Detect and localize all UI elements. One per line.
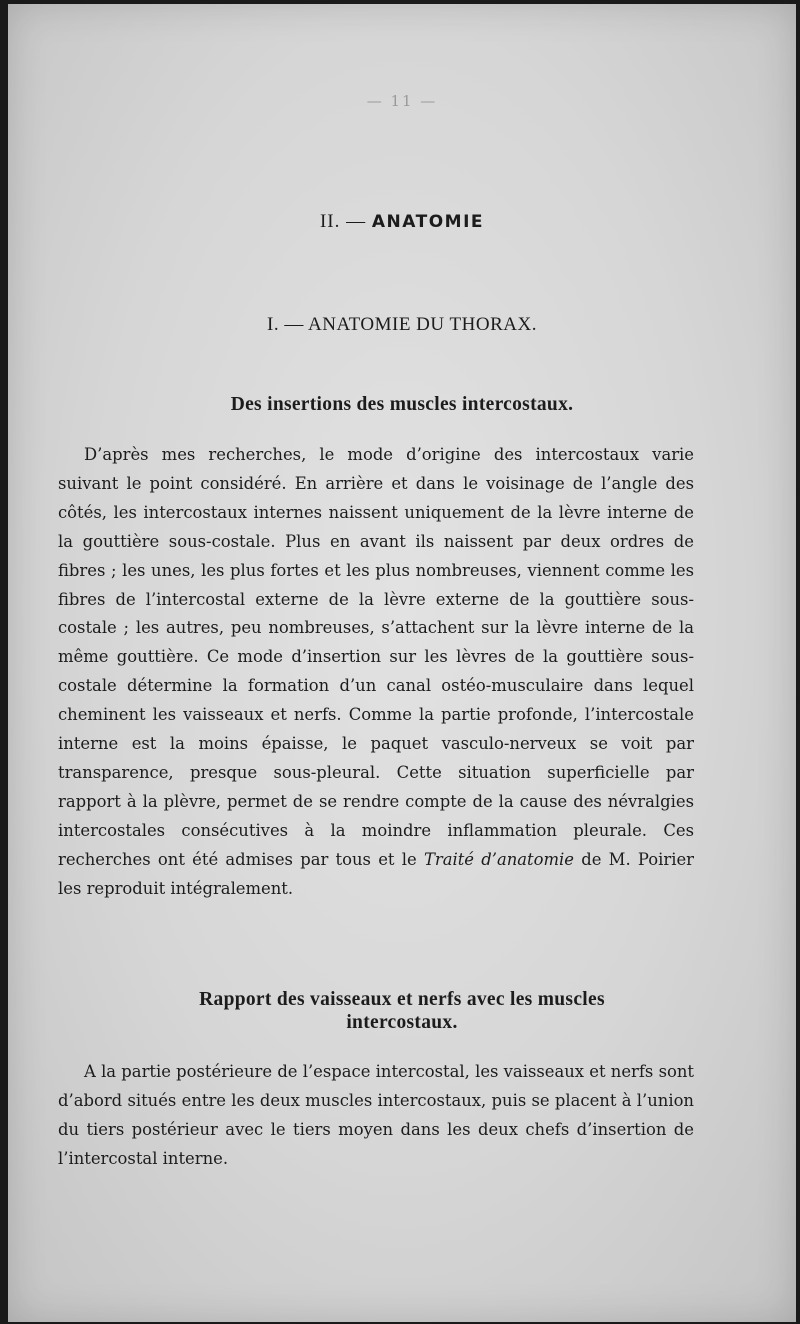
- paragraph-insertions: [58, 441, 694, 904]
- page-number: — 11 —: [366, 92, 438, 110]
- section-title-rapport-line2: intercostaux.: [346, 1012, 458, 1033]
- section-title-rapport-line1: Rapport des vaisseaux et nerfs avec les muscles: [199, 989, 605, 1010]
- book-page: [8, 4, 796, 1322]
- paragraph-insertions-tail: de M. Poirier les reproduit intégralement.: [58, 849, 695, 898]
- paragraph-insertions-text: D’après mes recherches, le mode d’origine des intercostaux varie suivant le point considéré. En arrière et dans le voisinage de l’angle des côtés, les intercostaux internes naissent uniquement de la lèvre interne de la gouttière sous-costale. Plus en avant ils naissent par deux ordres de fibres ; les unes, les plus fortes et les plus nombreuses, viennent comme les fibres de l’intercostal externe de la lèvre externe de la gouttière sous-costale ; les autres, peu nombreuses, s’attachent sur la lèvre interne de la même gouttière. Ce mode d’insertion sur les lèvres de la gouttière sous-costale détermine la formation d’un canal ostéo-musculaire dans lequel cheminent les vaisseaux et nerfs. Comme la partie profonde, l’intercostale interne est la moins épaisse, le paquet vasculo-nerveux se voit par transparence, presque sous-pleural. Cette situation superficielle par rapport à la plèvre, permet de se rendre compte de la cause des névralgies intercostales consécutives à la moindre inflammation pleurale. Ces recherches ont été admises par tous et le: [58, 445, 694, 869]
- part-heading-prefix: II. —: [319, 211, 372, 232]
- paragraph-rapport: A la partie postérieure de l’espace intercostal, les vaisseaux et nerfs sont d’abord situés entre les deux muscles intercostaux, puis se placent à l’union du tiers postérieur avec le tiers moyen dans les deux chefs d’insertion de l’intercostal interne.: [58, 1062, 694, 1168]
- section-title-insertions: Des insertions des muscles intercostaux.: [230, 394, 574, 415]
- part-heading: [8, 211, 796, 233]
- book-title-reference: Traité d’anatomie: [423, 849, 574, 869]
- section-title-rapport: [8, 988, 796, 1034]
- part-heading-title: ANATOMIE: [371, 212, 485, 232]
- chapter-heading: I. — ANATOMIE DU THORAX.: [267, 314, 537, 335]
